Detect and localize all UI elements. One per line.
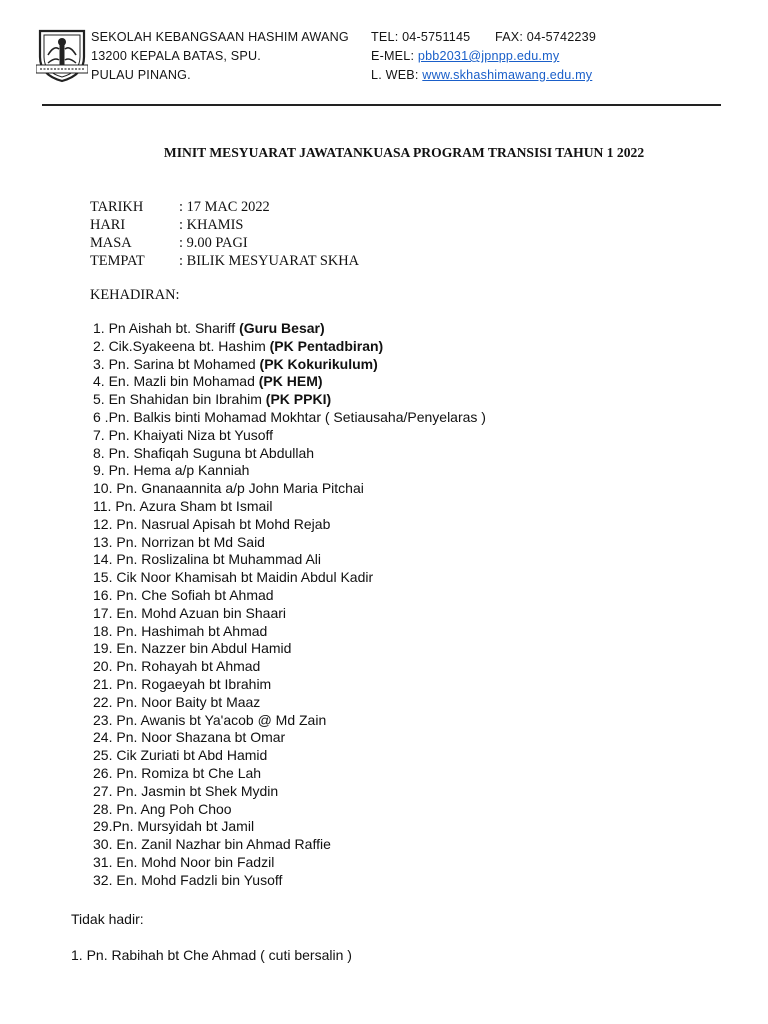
web-label: L. WEB: (371, 68, 419, 82)
school-postcode-line: 13200 KEPALA BATAS, SPU. (91, 49, 262, 63)
list-item (93, 729, 486, 747)
attendee-name: 13. Pn. Norrizan bt Md Said (93, 533, 265, 550)
attendee-name: 16. Pn. Che Sofiah bt Ahmad (93, 586, 274, 603)
list-item: 1. Pn. Rabihah bt Che Ahmad ( cuti bersalin ) (71, 947, 352, 963)
absent-list (71, 947, 352, 963)
email-link[interactable]: pbb2031@jpnpp.edu.my (417, 49, 560, 63)
attendance-list (93, 320, 486, 890)
attendee-name: 26. Pn. Romiza bt Che Lah (93, 764, 262, 781)
attendee-name: 22. Pn. Noor Baity bt Maaz (93, 693, 261, 710)
list-item (93, 356, 486, 374)
list-item (93, 765, 486, 783)
attendee-name: 11. Pn. Azura Sham bt Ismail (93, 497, 273, 514)
attendee-name: 15. Cik Noor Khamisah bt Maidin Abdul Kadir (93, 569, 374, 586)
attendee-name: 19. En. Nazzer bin Abdul Hamid (93, 640, 292, 657)
attendee-role: (Guru Besar) (239, 320, 325, 336)
list-item (93, 836, 486, 854)
fax: FAX: 04-5742239 (495, 30, 597, 44)
attendee-name: 4. En. Mazli bin Mohamad (93, 373, 259, 390)
attendee-name: 5. En Shahidan bin Ibrahim (93, 391, 266, 408)
attendee-name: 23. Pn. Awanis bt Ya'acob @ Md Zain (93, 711, 327, 728)
list-item (93, 498, 486, 516)
list-item (93, 854, 486, 872)
attendee-name: 7. Pn. Khaiyati Niza bt Yusoff (93, 426, 274, 443)
list-item (93, 551, 486, 569)
meeting-details (90, 198, 359, 270)
attendee-name: 3. Pn. Sarina bt Mohamed (93, 355, 260, 372)
attendance-heading: KEHADIRAN: (90, 287, 180, 303)
detail-key: HARI (90, 217, 126, 233)
list-item (93, 747, 486, 765)
attendee-role: (PK PPKI) (265, 391, 332, 408)
detail-key: TEMPAT (90, 253, 145, 269)
contact-block (371, 28, 751, 85)
email-label: E-MEL: (371, 49, 415, 63)
attendee-name: 1. Pn Aishah bt. Shariff (93, 320, 240, 336)
list-item (93, 516, 486, 534)
detail-row-day (90, 216, 359, 234)
list-item (93, 427, 486, 445)
list-item (93, 587, 486, 605)
list-item (93, 373, 486, 391)
list-item (93, 391, 486, 409)
attendee-name: 29.Pn. Mursyidah bt Jamil (93, 818, 255, 835)
school-state-line: PULAU PINANG. (91, 68, 191, 82)
attendee-name: 24. Pn. Noor Shazana bt Omar (93, 729, 286, 746)
detail-row-time (90, 234, 359, 252)
attendee-name: 25. Cik Zuriati bt Abd Hamid (93, 747, 268, 764)
attendee-role: (PK HEM) (258, 373, 323, 390)
detail-row-date (90, 198, 359, 216)
list-item (93, 801, 486, 819)
website-link[interactable]: www.skhashimawang.edu.my (422, 68, 593, 82)
school-address (91, 28, 349, 85)
attendee-name: 27. Pn. Jasmin bt Shek Mydin (93, 782, 279, 799)
list-item (93, 640, 486, 658)
school-name: SEKOLAH KEBANGSAAN HASHIM AWANG (91, 30, 349, 44)
attendee-name: 17. En. Mohd Azuan bin Shaari (93, 604, 287, 621)
list-item (93, 534, 486, 552)
attendee-name: 2. Cik.Syakeena bt. Hashim (93, 337, 270, 354)
detail-key: MASA (90, 235, 132, 251)
attendee-name: 6 .Pn. Balkis binti Mohamad Mokhtar ( Setiausaha/Penyelaras ) (93, 408, 486, 425)
school-crest-icon (36, 27, 88, 83)
list-item (93, 338, 486, 356)
detail-row-venue (90, 252, 359, 270)
attendee-name: 14. Pn. Roslizalina bt Muhammad Ali (93, 551, 321, 568)
list-item (93, 658, 486, 676)
attendee-name: 12. Pn. Nasrual Apisah bt Mohd Rejab (93, 515, 331, 532)
attendee-role: (PK Kokurikulum) (259, 355, 378, 372)
list-item (93, 569, 486, 587)
list-item (93, 676, 486, 694)
list-item (93, 409, 486, 427)
detail-value: : BILIK MESYUARAT SKHA (179, 253, 360, 269)
list-item (93, 605, 486, 623)
detail-key: TARIKH (90, 199, 144, 215)
list-item (93, 462, 486, 480)
header-divider (42, 104, 721, 106)
list-item (93, 712, 486, 730)
attendee-role: (PK Pentadbiran) (269, 337, 384, 354)
list-item (93, 694, 486, 712)
attendee-name: 31. En. Mohd Noor bin Fadzil (93, 853, 275, 870)
absent-heading: Tidak hadir: (71, 911, 144, 927)
attendee-name: 8. Pn. Shafiqah Suguna bt Abdullah (93, 444, 315, 461)
attendee-name: 30. En. Zanil Nazhar bin Ahmad Raffie (93, 836, 331, 853)
attendee-name: 21. Pn. Rogaeyah bt Ibrahim (93, 675, 272, 692)
attendee-name: 20. Pn. Rohayah bt Ahmad (93, 658, 261, 675)
document-title: MINIT MESYUARAT JAWATANKUASA PROGRAM TRANSISI TAHUN 1 2022 (163, 145, 645, 160)
detail-value: : KHAMIS (179, 217, 244, 233)
detail-value: : 17 MAC 2022 (179, 199, 270, 215)
telephone: TEL: 04-5751145 (371, 30, 471, 44)
attendee-name: 28. Pn. Ang Poh Choo (93, 800, 232, 817)
attendee-name: 10. Pn. Gnanaannita a/p John Maria Pitchai (93, 480, 364, 497)
attendee-name: 18. Pn. Hashimah bt Ahmad (93, 622, 268, 639)
detail-value: : 9.00 PAGI (179, 235, 248, 251)
list-item (93, 872, 486, 890)
list-item (93, 818, 486, 836)
attendee-name: 9. Pn. Hema a/p Kanniah (93, 462, 250, 479)
list-item (93, 783, 486, 801)
list-item (93, 320, 486, 338)
list-item (93, 445, 486, 463)
list-item (93, 623, 486, 641)
list-item (93, 480, 486, 498)
attendee-name: 32. En. Mohd Fadzli bin Yusoff (93, 871, 283, 888)
